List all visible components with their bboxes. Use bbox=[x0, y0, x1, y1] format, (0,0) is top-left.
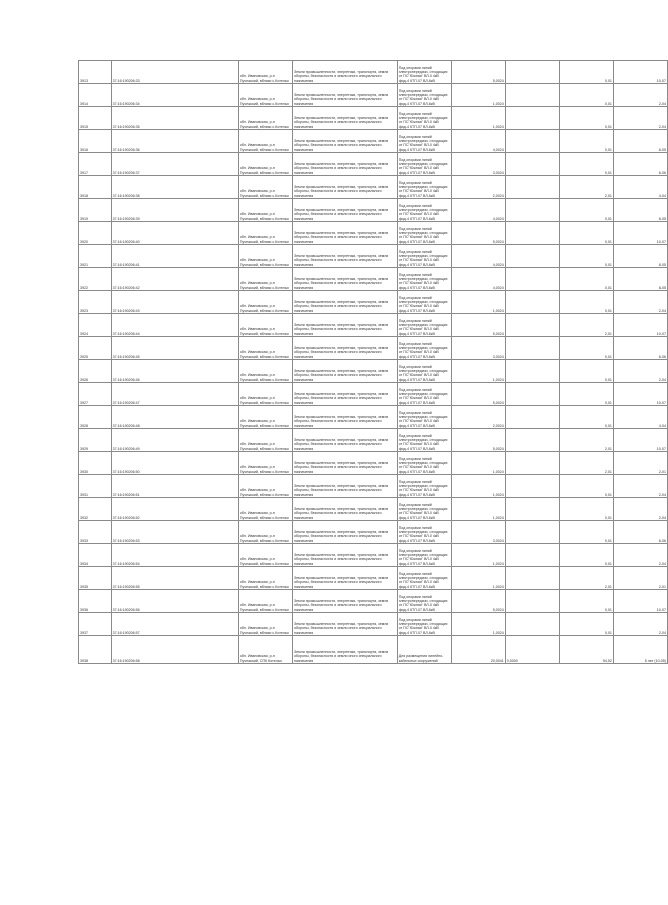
table-row bbox=[79, 84, 668, 107]
cell-land-category: Земли промышленности, энергетики, транспорта, земли обороны, безопасности и земли иного специального назначения bbox=[292, 245, 397, 268]
cell-cadastral-number: 37:16:190206:37 bbox=[111, 153, 238, 176]
cell-land-category: Земли промышленности, энергетики, транспорта, земли обороны, безопасности и земли иного специального назначения bbox=[292, 544, 397, 567]
cell-permitted-use: Под опорами линий электропередачи, отходящих от ПС"Южная" ВЛ-0 4кВ фид-4 КТП-07 ВЛ-6кВ bbox=[397, 613, 451, 636]
cell-term: 2-04 bbox=[613, 84, 667, 107]
cell-value: 0,01 bbox=[559, 337, 613, 360]
cell-cadastral-number: 37:16:190206:47 bbox=[111, 383, 238, 406]
cell-extra bbox=[505, 107, 559, 130]
cell-land-category: Земли промышленности, энергетики, транспорта, земли обороны, безопасности и земли иного специального назначения bbox=[292, 291, 397, 314]
cell-value: 0,01 bbox=[559, 613, 613, 636]
cell-land-category: Земли промышленности, энергетики, транспорта, земли обороны, безопасности и земли иного специального назначения bbox=[292, 176, 397, 199]
cell-permitted-use: Под опорами линий электропередачи, отходящих от ПС"Южная" ВЛ-0 4кВ фид-4 КТП-07 ВЛ-6кВ bbox=[397, 383, 451, 406]
cell-term: 2-04 bbox=[613, 498, 667, 521]
cell-record-number: 3923 bbox=[79, 291, 112, 314]
cell-permitted-use: Под опорами линий электропередачи, отходящих от ПС"Южная" ВЛ-0 4кВ фид-4 КТП-07 ВЛ-6кВ bbox=[397, 337, 451, 360]
cell-land-category: Земли промышленности, энергетики, транспорта, земли обороны, безопасности и земли иного специального назначения bbox=[292, 452, 397, 475]
cell-value: 2,01 bbox=[559, 452, 613, 475]
table-row bbox=[79, 636, 668, 664]
cell-term: 8-05 bbox=[613, 245, 667, 268]
cell-permitted-use: Под опорами линий электропередачи, отходящих от ПС"Южная" ВЛ-0 4кВ фид-4 КТП-07 ВЛ-6кВ bbox=[397, 61, 451, 84]
cell-term: 6-06 bbox=[613, 337, 667, 360]
cell-record-number: 3915 bbox=[79, 107, 112, 130]
cell-address: обл. Ивановская, р-н Пучежский, вблизи с.Котельи bbox=[238, 544, 292, 567]
cell-address: обл. Ивановская, р-н Пучежский, вблизи с.Котельи bbox=[238, 291, 292, 314]
cell-extra bbox=[505, 314, 559, 337]
cell-land-category: Земли промышленности, энергетики, транспорта, земли обороны, безопасности и земли иного специального назначения bbox=[292, 383, 397, 406]
cell-address: обл. Ивановская, р-н Пучежский, вблизи с.Котельи bbox=[238, 245, 292, 268]
cell-land-category: Земли промышленности, энергетики, транспорта, земли обороны, безопасности и земли иного специального назначения bbox=[292, 475, 397, 498]
cell-term: 8-05 bbox=[613, 268, 667, 291]
cell-address: обл. Ивановская, р-н Пучежский, вблизи с.Котельи bbox=[238, 107, 292, 130]
cell-value: 0,01 bbox=[559, 475, 613, 498]
cell-area: 1,0024 bbox=[451, 84, 505, 107]
cell-cadastral-number: 37:16:190206:34 bbox=[111, 84, 238, 107]
cell-land-category: Земли промышленности, энергетики, транспорта, земли обороны, безопасности и земли иного специального назначения bbox=[292, 613, 397, 636]
cell-extra bbox=[505, 337, 559, 360]
cell-area: 5,0024 bbox=[451, 590, 505, 613]
cell-cadastral-number: 37:16:190206:41 bbox=[111, 245, 238, 268]
cell-address: обл. Ивановская, р-н Пучежский, вблизи с.Котельи bbox=[238, 314, 292, 337]
cell-cadastral-number: 37:16:190206:52 bbox=[111, 498, 238, 521]
cell-permitted-use: Под опорами линий электропередачи, отходящих от ПС"Южная" ВЛ-0 4кВ фид-4 КТП-07 ВЛ-6кВ bbox=[397, 130, 451, 153]
table-row bbox=[79, 245, 668, 268]
table-row bbox=[79, 130, 668, 153]
cell-term: 5 лет (10-05) bbox=[613, 636, 667, 664]
cell-permitted-use: Под опорами линий электропередачи, отходящих от ПС"Южная" ВЛ-0 4кВ фид-4 КТП-07 ВЛ-6кВ bbox=[397, 498, 451, 521]
cell-area: 3,0024 bbox=[451, 337, 505, 360]
cell-value: 0,01 bbox=[559, 199, 613, 222]
cell-cadastral-number: 37:16:190206:39 bbox=[111, 199, 238, 222]
table-body bbox=[79, 61, 668, 664]
table-row bbox=[79, 360, 668, 383]
cell-permitted-use: Под опорами линий электропередачи, отходящих от ПС"Южная" ВЛ-0 4кВ фид-4 КТП-07 ВЛ-6кВ bbox=[397, 176, 451, 199]
table-row bbox=[79, 222, 668, 245]
cell-value: 0,01 bbox=[559, 107, 613, 130]
cell-permitted-use: Под опорами линий электропередачи, отходящих от ПС"Южная" ВЛ-0 4кВ фид-4 КТП-07 ВЛ-6кВ bbox=[397, 452, 451, 475]
cell-record-number: 3916 bbox=[79, 130, 112, 153]
cell-extra bbox=[505, 360, 559, 383]
cell-land-category: Земли промышленности, энергетики, транспорта, земли обороны, безопасности и земли иного специального назначения bbox=[292, 360, 397, 383]
cell-address: обл. Ивановская, р-н Пучежский, вблизи с.Котельи bbox=[238, 61, 292, 84]
table-row bbox=[79, 291, 668, 314]
cell-area: 5,0024 bbox=[451, 429, 505, 452]
cell-address: обл. Ивановская, р-н Пучежский, вблизи с.Котельи bbox=[238, 452, 292, 475]
cell-cadastral-number: 37:16:190206:49 bbox=[111, 429, 238, 452]
cell-term: 4-04 bbox=[613, 406, 667, 429]
table-row bbox=[79, 61, 668, 84]
cell-permitted-use: Под опорами линий электропередачи, отходящих от ПС"Южная" ВЛ-0 4кВ фид-4 КТП-07 ВЛ-6кВ bbox=[397, 199, 451, 222]
cell-address: обл. Ивановская, р-н Пучежский, вблизи с.Котельи bbox=[238, 383, 292, 406]
cell-record-number: 3920 bbox=[79, 222, 112, 245]
cell-land-category: Земли промышленности, энергетики, транспорта, земли обороны, безопасности и земли иного специального назначения bbox=[292, 61, 397, 84]
cell-area: 1,0024 bbox=[451, 291, 505, 314]
cell-address: обл. Ивановская, р-н Пучежский, вблизи с.Котельи bbox=[238, 475, 292, 498]
table-row bbox=[79, 452, 668, 475]
cell-record-number: 3918 bbox=[79, 176, 112, 199]
cell-permitted-use: Под опорами линий электропередачи, отходящих от ПС"Южная" ВЛ-0 4кВ фид-4 КТП-07 ВЛ-6кВ bbox=[397, 521, 451, 544]
cell-cadastral-number: 37:16:190206:50 bbox=[111, 452, 238, 475]
cell-area: 4,0024 bbox=[451, 199, 505, 222]
cell-value: 0,01 bbox=[559, 406, 613, 429]
table-row bbox=[79, 590, 668, 613]
cell-record-number: 3925 bbox=[79, 337, 112, 360]
cell-extra bbox=[505, 613, 559, 636]
cell-address: обл. Ивановская, р-н Пучежский, вблизи с.Котельи bbox=[238, 337, 292, 360]
cell-term: 8-05 bbox=[613, 130, 667, 153]
cell-record-number: 3917 bbox=[79, 153, 112, 176]
cell-land-category: Земли промышленности, энергетики, транспорта, земли обороны, безопасности и земли иного специального назначения bbox=[292, 153, 397, 176]
cell-value: 0,01 bbox=[559, 84, 613, 107]
table-row bbox=[79, 199, 668, 222]
cell-extra bbox=[505, 521, 559, 544]
cell-extra bbox=[505, 567, 559, 590]
cell-record-number: 3930 bbox=[79, 452, 112, 475]
cell-value: 0,01 bbox=[559, 291, 613, 314]
cell-value: 0,01 bbox=[559, 222, 613, 245]
cell-area: 5,0024 bbox=[451, 222, 505, 245]
table-row bbox=[79, 429, 668, 452]
cell-value: 0,01 bbox=[559, 268, 613, 291]
cell-address: обл. Ивановская, р-н Пучежский, вблизи с.Котельи bbox=[238, 176, 292, 199]
cell-term: 6-06 bbox=[613, 521, 667, 544]
cell-term: 10-07 bbox=[613, 61, 667, 84]
cell-term: 2-01 bbox=[613, 452, 667, 475]
cell-record-number: 3924 bbox=[79, 314, 112, 337]
cell-cadastral-number: 37:16:190206:38 bbox=[111, 176, 238, 199]
cell-area: 4,0024 bbox=[451, 130, 505, 153]
cell-cadastral-number: 37:16:190206:40 bbox=[111, 222, 238, 245]
cell-permitted-use: Под опорами линий электропередачи, отходящих от ПС"Южная" ВЛ-0 4кВ фид-4 КТП-07 ВЛ-6кВ bbox=[397, 567, 451, 590]
cell-address: обл. Ивановская, р-н Пучежский, вблизи с.Котельи bbox=[238, 268, 292, 291]
cell-extra bbox=[505, 544, 559, 567]
cell-record-number: 3933 bbox=[79, 521, 112, 544]
cell-land-category: Земли промышленности, энергетики, транспорта, земли обороны, безопасности и земли иного специального назначения bbox=[292, 314, 397, 337]
cell-permitted-use: Под опорами линий электропередачи, отходящих от ПС"Южная" ВЛ-0 4кВ фид-4 КТП-07 ВЛ-6кВ bbox=[397, 291, 451, 314]
cell-area: 4,0024 bbox=[451, 268, 505, 291]
cell-term: 2-04 bbox=[613, 107, 667, 130]
cell-permitted-use: Под опорами линий электропередачи, отходящих от ПС"Южная" ВЛ-0 4кВ фид-4 КТП-07 ВЛ-6кВ bbox=[397, 268, 451, 291]
cell-value: 0,01 bbox=[559, 130, 613, 153]
cell-area: 5,0024 bbox=[451, 383, 505, 406]
cell-record-number: 3914 bbox=[79, 84, 112, 107]
cell-land-category: Земли промышленности, энергетики, транспорта, земли обороны, безопасности и земли иного специального назначения bbox=[292, 268, 397, 291]
cell-value: 0,01 bbox=[559, 245, 613, 268]
table-row bbox=[79, 153, 668, 176]
cell-record-number: 3927 bbox=[79, 383, 112, 406]
cell-record-number: 3934 bbox=[79, 544, 112, 567]
cell-permitted-use: Под опорами линий электропередачи, отходящих от ПС"Южная" ВЛ-0 4кВ фид-4 КТП-07 ВЛ-6кВ bbox=[397, 590, 451, 613]
cell-permitted-use: Под опорами линий электропередачи, отходящих от ПС"Южная" ВЛ-0 4кВ фид-4 КТП-07 ВЛ-6кВ bbox=[397, 475, 451, 498]
cell-value: 2,01 bbox=[559, 429, 613, 452]
cell-term: 2-04 bbox=[613, 475, 667, 498]
cell-address: обл. Ивановская, р-н Пучежский, вблизи с.Котельи bbox=[238, 360, 292, 383]
cell-extra bbox=[505, 498, 559, 521]
cell-permitted-use: Под опорами линий электропередачи, отходящих от ПС"Южная" ВЛ-0 4кВ фид-4 КТП-07 ВЛ-6кВ bbox=[397, 222, 451, 245]
cell-record-number: 3929 bbox=[79, 429, 112, 452]
cell-value: 2,01 bbox=[559, 567, 613, 590]
cell-cadastral-number: 37:16:190206:36 bbox=[111, 130, 238, 153]
cell-term: 10-07 bbox=[613, 590, 667, 613]
cell-extra bbox=[505, 383, 559, 406]
cell-area: 1,0024 bbox=[451, 567, 505, 590]
cell-address: обл. Ивановская, р-н Пучежский, вблизи с.Котельи bbox=[238, 84, 292, 107]
cell-cadastral-number: 37:16:190206:44 bbox=[111, 314, 238, 337]
cell-extra bbox=[505, 429, 559, 452]
cell-permitted-use: Под опорами линий электропередачи, отходящих от ПС"Южная" ВЛ-0 4кВ фид-4 КТП-07 ВЛ-6кВ bbox=[397, 429, 451, 452]
cell-term: 10-07 bbox=[613, 222, 667, 245]
cell-record-number: 3936 bbox=[79, 590, 112, 613]
table-row bbox=[79, 107, 668, 130]
cell-record-number: 3928 bbox=[79, 406, 112, 429]
table-row bbox=[79, 176, 668, 199]
table-row bbox=[79, 521, 668, 544]
cell-area: 1,0024 bbox=[451, 107, 505, 130]
cell-area: 2,0024 bbox=[451, 176, 505, 199]
cell-record-number: 3926 bbox=[79, 360, 112, 383]
cell-land-category: Земли промышленности, энергетики, транспорта, земли обороны, безопасности и земли иного специального назначения bbox=[292, 429, 397, 452]
cell-cadastral-number: 37:16:190206:58 bbox=[111, 636, 238, 664]
cell-area: 5,0024 bbox=[451, 61, 505, 84]
cell-value: 2,01 bbox=[559, 176, 613, 199]
cell-cadastral-number: 37:16:190206:33 bbox=[111, 61, 238, 84]
table-row bbox=[79, 314, 668, 337]
cell-record-number: 3931 bbox=[79, 475, 112, 498]
cell-permitted-use: Под опорами линий электропередачи, отходящих от ПС"Южная" ВЛ-0 4кВ фид-4 КТП-07 ВЛ-6кВ bbox=[397, 153, 451, 176]
cell-address: обл. Ивановская, р-н Пучежский, вблизи с.Котельи bbox=[238, 521, 292, 544]
cell-area: 20,0041 bbox=[451, 636, 505, 664]
cell-record-number: 3932 bbox=[79, 498, 112, 521]
cell-value: 0,01 bbox=[559, 61, 613, 84]
cell-area: 4,0024 bbox=[451, 245, 505, 268]
cell-permitted-use: Под опорами линий электропередачи, отходящих от ПС"Южная" ВЛ-0 4кВ фид-4 КТП-07 ВЛ-6кВ bbox=[397, 360, 451, 383]
cell-value: 0,01 bbox=[559, 498, 613, 521]
cell-area: 1,0024 bbox=[451, 544, 505, 567]
cell-value: 0,01 bbox=[559, 383, 613, 406]
cell-address: обл. Ивановская, р-н Пучежский, СПК Котельи bbox=[238, 636, 292, 664]
cell-cadastral-number: 37:16:190206:35 bbox=[111, 107, 238, 130]
cell-land-category: Земли промышленности, энергетики, транспорта, земли обороны, безопасности и земли иного специального назначения bbox=[292, 636, 397, 664]
cell-cadastral-number: 37:16:190206:42 bbox=[111, 268, 238, 291]
cell-extra bbox=[505, 590, 559, 613]
cell-term: 10-07 bbox=[613, 429, 667, 452]
cell-address: обл. Ивановская, р-н Пучежский, вблизи с.Котельи bbox=[238, 567, 292, 590]
cell-extra bbox=[505, 176, 559, 199]
cell-extra bbox=[505, 406, 559, 429]
cell-land-category: Земли промышленности, энергетики, транспорта, земли обороны, безопасности и земли иного специального назначения bbox=[292, 590, 397, 613]
cell-value: 2,01 bbox=[559, 314, 613, 337]
cell-extra bbox=[505, 245, 559, 268]
cell-cadastral-number: 37:16:190206:57 bbox=[111, 613, 238, 636]
cell-land-category: Земли промышленности, энергетики, транспорта, земли обороны, безопасности и земли иного специального назначения bbox=[292, 222, 397, 245]
cell-value: 0,01 bbox=[559, 153, 613, 176]
cell-term: 8-05 bbox=[613, 199, 667, 222]
cell-area: 5,0024 bbox=[451, 314, 505, 337]
cell-cadastral-number: 37:16:190206:51 bbox=[111, 475, 238, 498]
cell-area: 1,0024 bbox=[451, 475, 505, 498]
cell-term: 2-04 bbox=[613, 544, 667, 567]
cell-extra bbox=[505, 222, 559, 245]
cell-value: 0,01 bbox=[559, 590, 613, 613]
cell-term: 2-01 bbox=[613, 567, 667, 590]
cell-land-category: Земли промышленности, энергетики, транспорта, земли обороны, безопасности и земли иного специального назначения bbox=[292, 567, 397, 590]
cell-land-category: Земли промышленности, энергетики, транспорта, земли обороны, безопасности и земли иного специального назначения bbox=[292, 406, 397, 429]
cell-land-category: Земли промышленности, энергетики, транспорта, земли обороны, безопасности и земли иного специального назначения bbox=[292, 337, 397, 360]
cell-address: обл. Ивановская, р-н Пучежский, вблизи с.Котельи bbox=[238, 199, 292, 222]
cell-record-number: 3922 bbox=[79, 268, 112, 291]
cell-land-category: Земли промышленности, энергетики, транспорта, земли обороны, безопасности и земли иного специального назначения bbox=[292, 130, 397, 153]
table-row bbox=[79, 613, 668, 636]
cell-land-category: Земли промышленности, энергетики, транспорта, земли обороны, безопасности и земли иного специального назначения bbox=[292, 521, 397, 544]
cell-address: обл. Ивановская, р-н Пучежский, вблизи с.Котельи bbox=[238, 429, 292, 452]
cell-area: 1,0024 bbox=[451, 498, 505, 521]
cell-permitted-use: Под опорами линий электропередачи, отходящих от ПС"Южная" ВЛ-0 4кВ фид-4 КТП-07 ВЛ-6кВ bbox=[397, 314, 451, 337]
cell-permitted-use: Под опорами линий электропередачи, отходящих от ПС"Южная" ВЛ-0 4кВ фид-4 КТП-07 ВЛ-6кВ bbox=[397, 245, 451, 268]
cell-value: 54,52 bbox=[559, 636, 613, 664]
cell-record-number: 3913 bbox=[79, 61, 112, 84]
cell-address: обл. Ивановская, р-н Пучежский, вблизи с.Котельи bbox=[238, 222, 292, 245]
table-row bbox=[79, 268, 668, 291]
cell-extra bbox=[505, 130, 559, 153]
cell-term: 2-04 bbox=[613, 613, 667, 636]
cell-cadastral-number: 37:16:190206:53 bbox=[111, 521, 238, 544]
cell-permitted-use: Для размещения линейно-кабельных сооружений bbox=[397, 636, 451, 664]
cell-extra bbox=[505, 452, 559, 475]
cell-extra bbox=[505, 291, 559, 314]
cell-area: 1,0024 bbox=[451, 452, 505, 475]
cell-extra bbox=[505, 153, 559, 176]
cell-extra bbox=[505, 475, 559, 498]
cell-address: обл. Ивановская, р-н Пучежский, вблизи с.Котельи bbox=[238, 590, 292, 613]
cell-area: 2,0024 bbox=[451, 406, 505, 429]
table-row bbox=[79, 337, 668, 360]
document-sheet bbox=[78, 60, 668, 860]
cell-term: 10-07 bbox=[613, 383, 667, 406]
table-row bbox=[79, 498, 668, 521]
cell-term: 2-04 bbox=[613, 360, 667, 383]
cell-land-category: Земли промышленности, энергетики, транспорта, земли обороны, безопасности и земли иного специального назначения bbox=[292, 84, 397, 107]
cell-address: обл. Ивановская, р-н Пучежский, вблизи с.Котельи bbox=[238, 613, 292, 636]
cell-value: 0,01 bbox=[559, 521, 613, 544]
cell-address: обл. Ивановская, р-н Пучежский, вблизи с.Котельи bbox=[238, 130, 292, 153]
cell-value: 0,01 bbox=[559, 360, 613, 383]
cell-area: 1,0024 bbox=[451, 613, 505, 636]
cell-cadastral-number: 37:16:190206:56 bbox=[111, 590, 238, 613]
cell-area: 3,0024 bbox=[451, 521, 505, 544]
land-plots-table bbox=[78, 60, 668, 664]
cell-cadastral-number: 37:16:190206:46 bbox=[111, 360, 238, 383]
table-row bbox=[79, 383, 668, 406]
cell-record-number: 3938 bbox=[79, 636, 112, 664]
cell-address: обл. Ивановская, р-н Пучежский, вблизи с.Котельи bbox=[238, 498, 292, 521]
cell-area: 3,0024 bbox=[451, 153, 505, 176]
cell-permitted-use: Под опорами линий электропередачи, отходящих от ПС"Южная" ВЛ-0 4кВ фид-4 КТП-07 ВЛ-6кВ bbox=[397, 84, 451, 107]
cell-term: 6-06 bbox=[613, 153, 667, 176]
cell-term: 4-04 bbox=[613, 176, 667, 199]
cell-cadastral-number: 37:16:190206:54 bbox=[111, 544, 238, 567]
cell-extra bbox=[505, 61, 559, 84]
cell-address: обл. Ивановская, р-н Пучежский, вблизи с.Котельи bbox=[238, 406, 292, 429]
cell-permitted-use: Под опорами линий электропередачи, отходящих от ПС"Южная" ВЛ-0 4кВ фид-4 КТП-07 ВЛ-6кВ bbox=[397, 544, 451, 567]
cell-land-category: Земли промышленности, энергетики, транспорта, земли обороны, безопасности и земли иного специального назначения bbox=[292, 199, 397, 222]
cell-record-number: 3937 bbox=[79, 613, 112, 636]
cell-record-number: 3935 bbox=[79, 567, 112, 590]
table-row bbox=[79, 475, 668, 498]
cell-record-number: 3919 bbox=[79, 199, 112, 222]
table-row bbox=[79, 406, 668, 429]
cell-extra bbox=[505, 199, 559, 222]
cell-land-category: Земли промышленности, энергетики, транспорта, земли обороны, безопасности и земли иного специального назначения bbox=[292, 107, 397, 130]
cell-area: 1,0024 bbox=[451, 360, 505, 383]
cell-address: обл. Ивановская, р-н Пучежский, вблизи с.Котельи bbox=[238, 153, 292, 176]
cell-permitted-use: Под опорами линий электропередачи, отходящих от ПС"Южная" ВЛ-0 4кВ фид-4 КТП-07 ВЛ-6кВ bbox=[397, 406, 451, 429]
table-row bbox=[79, 567, 668, 590]
cell-cadastral-number: 37:16:190206:45 bbox=[111, 337, 238, 360]
cell-extra bbox=[505, 84, 559, 107]
cell-value: 0,01 bbox=[559, 544, 613, 567]
table-row bbox=[79, 544, 668, 567]
cell-term: 2-04 bbox=[613, 291, 667, 314]
cell-cadastral-number: 37:16:190206:43 bbox=[111, 291, 238, 314]
cell-record-number: 3921 bbox=[79, 245, 112, 268]
cell-extra bbox=[505, 268, 559, 291]
cell-extra: 0,0000 bbox=[505, 636, 559, 664]
cell-cadastral-number: 37:16:190206:55 bbox=[111, 567, 238, 590]
cell-land-category: Земли промышленности, энергетики, транспорта, земли обороны, безопасности и земли иного специального назначения bbox=[292, 498, 397, 521]
cell-term: 10-07 bbox=[613, 314, 667, 337]
cell-cadastral-number: 37:16:190206:48 bbox=[111, 406, 238, 429]
cell-permitted-use: Под опорами линий электропередачи, отходящих от ПС"Южная" ВЛ-0 4кВ фид-4 КТП-07 ВЛ-6кВ bbox=[397, 107, 451, 130]
